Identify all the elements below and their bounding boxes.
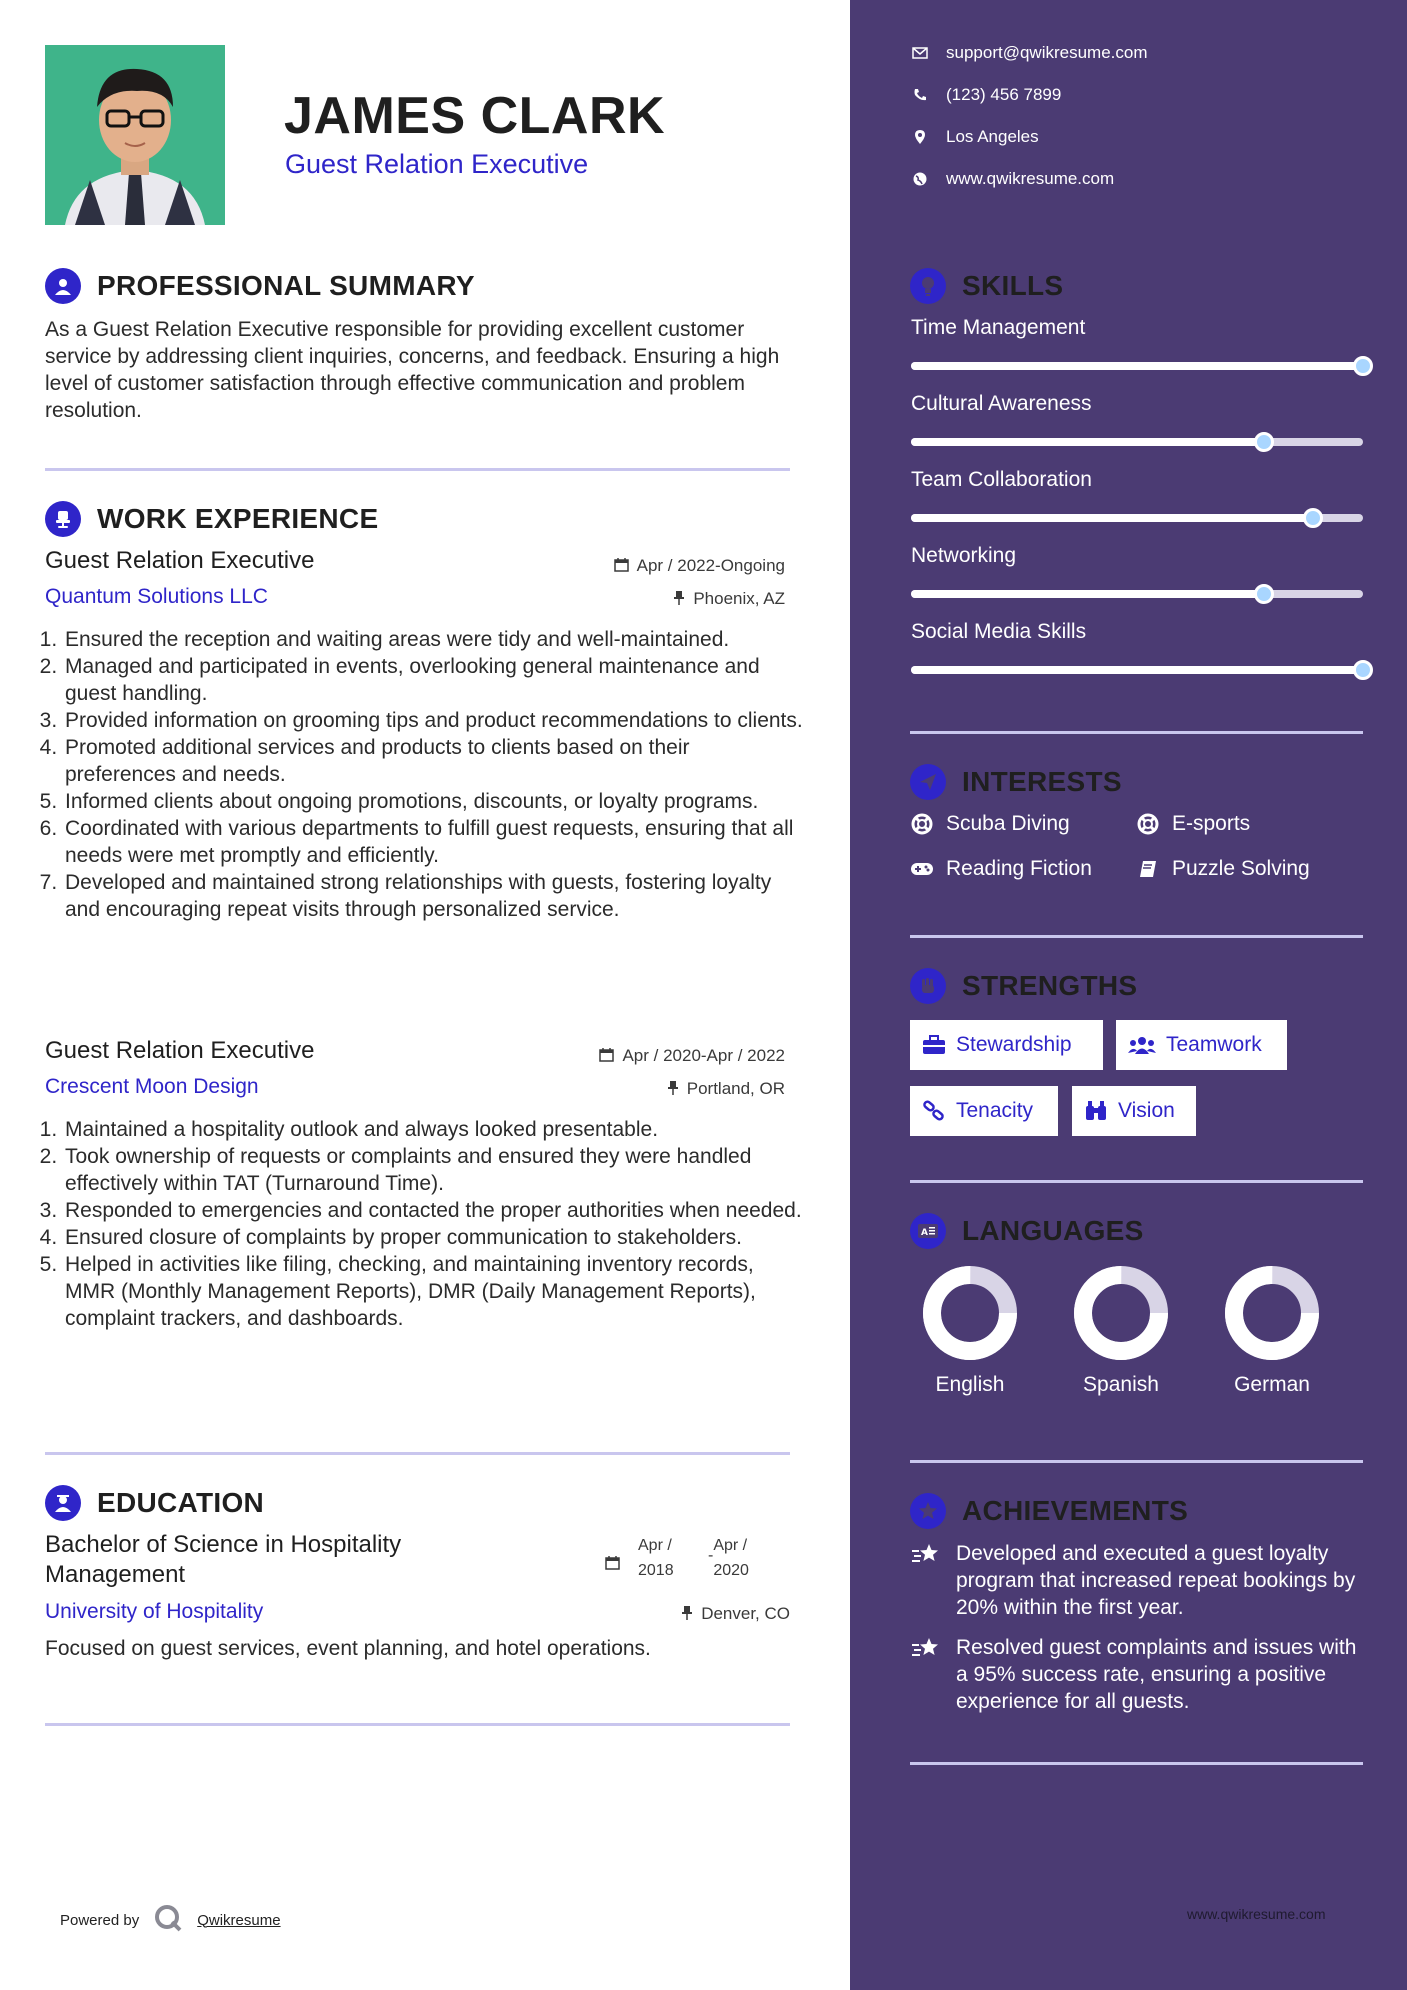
list-item: 1. Ensured the reception and waiting areas were tidy and well-maintained. [63,626,805,653]
pin-icon [667,1080,679,1099]
language-label: Spanish [1083,1373,1159,1396]
language-ring [1073,1265,1169,1361]
profile-photo [45,45,225,225]
lightbulb-icon [910,268,946,304]
education-end: Apr / 2020 [713,1537,749,1579]
book-icon [1136,859,1160,879]
calendar-icon [605,1553,620,1583]
education-location [681,1604,790,1624]
job-title: Guest Relation Executive [45,547,315,574]
contact-location-text: Los Angeles [946,127,1039,146]
achievement-item [910,1540,1370,1621]
strength-chip [910,1086,1058,1136]
list-item: 5. Helped in activities like filing, checking, and maintaining inventory records, MMR (Monthly Management Reports), DMR (Daily Management Reports), complaint trackers, and dashboards. [63,1251,805,1332]
strength-label: Vision [1118,1099,1175,1122]
paper-plane-icon [910,764,946,800]
achievement-item [910,1634,1370,1715]
fist-icon [910,968,946,1004]
shooting-star-icon [910,1636,944,1669]
shooting-star-icon [910,1542,944,1575]
skill-level-knob [1254,584,1274,604]
user-circle-icon [45,268,81,304]
list-item: 5. Informed clients about ongoing promotions, discounts, or loyalty programs. [63,788,805,815]
language-item [915,1265,1025,1397]
life-ring-icon [1136,813,1160,835]
divider [910,731,1363,734]
pin-icon [681,1605,693,1624]
interests-heading [910,764,1122,800]
job-location-text: Portland, OR [686,1079,785,1098]
skills-heading [910,268,1063,304]
job-dates [614,556,785,576]
skill-label: Cultural Awareness [911,392,1092,415]
school-name: University of Hospitality [45,1600,264,1623]
strength-label: Stewardship [956,1033,1072,1056]
skill-bar-fill [911,666,1363,674]
strengths-title: STRENGTHS [962,970,1138,1001]
language-ring [1224,1265,1320,1361]
divider [45,1723,790,1726]
skill-bar [911,514,1363,522]
degree: Bachelor of Science in Hospitality Management [45,1531,402,1588]
contact-phone-text: (123) 456 7899 [946,85,1062,104]
skill-label: Time Management [911,316,1086,339]
skill-bar [911,362,1363,370]
candidate-name: JAMES CLARK [284,87,666,145]
contact-phone[interactable] [910,85,1061,105]
summary-text: As a Guest Relation Executive responsible for providing excellent customer service by addressing client inquiries, concerns, and feedback. Ensuring a high level of customer satisfaction through effective communication and problem resolution. [45,318,780,422]
education-location-text: Denver, CO [701,1604,790,1623]
divider [910,1180,1363,1183]
calendar-icon [614,557,629,576]
powered-by-label: Powered by [60,1911,140,1929]
list-item: 2. Took ownership of requests or complaints and ensured they were handled effectively within TAT (Turnaround Time). [63,1143,805,1197]
job-dates-text: Apr / 2020-Apr / 2022 [622,1046,785,1065]
skill-bar [911,666,1363,674]
date-separator: - [708,1547,714,1564]
education-description: Focused on guest services, event planning, and hotel operations. [45,1637,651,1660]
experience-title: WORK EXPERIENCE [97,503,379,534]
contact-website-text: www.qwikresume.com [946,169,1115,188]
interests-title: INTERESTS [962,766,1122,797]
interest-label: Puzzle Solving [1172,857,1310,880]
company-name: Quantum Solutions LLC [45,585,268,608]
divider [45,1452,790,1455]
interest-item [910,812,1070,836]
language-label: English [935,1373,1005,1396]
list-item: 4. Ensured closure of complaints by proper communication to stakeholders. [63,1224,805,1251]
company-name: Crescent Moon Design [45,1075,259,1098]
education-title: EDUCATION [97,1487,265,1518]
link-icon [922,1100,946,1122]
achievements-heading [910,1493,1188,1529]
strength-chip [1116,1020,1287,1070]
office-chair-icon [45,501,81,537]
skill-bar-fill [911,514,1313,522]
education-heading [45,1485,264,1521]
star-badge-icon [910,1493,946,1529]
interest-item [1136,812,1250,836]
graduation-icon [45,1485,81,1521]
interest-label: Reading Fiction [946,857,1092,880]
divider [910,935,1363,938]
envelope-icon [910,47,930,59]
binoculars-icon [1084,1100,1108,1122]
briefcase-icon [922,1035,946,1055]
skill-label: Networking [911,544,1017,567]
strength-chip [1072,1086,1196,1136]
job-location-text: Phoenix, AZ [693,589,785,608]
phone-icon [910,88,930,102]
job-location [673,589,785,609]
skill-level-knob [1254,432,1274,452]
list-item: 3. Responded to emergencies and contacted the proper authorities when needed. [63,1197,805,1224]
education-dates [605,1533,765,1583]
skill-bar-fill [911,362,1363,370]
skill-bar-fill [911,438,1264,446]
calendar-icon [599,1047,614,1066]
skill-bar [911,438,1363,446]
languages-heading [910,1213,1144,1249]
job-duties [45,626,805,923]
translate-icon [910,1213,946,1249]
users-icon [1128,1035,1156,1055]
list-item: 6. Coordinated with various departments to fulfill guest requests, ensuring that all needs were met promptly and efficiently. [63,815,805,869]
pin-icon [673,590,685,609]
job-dates-text: Apr / 2022-Ongoing [636,556,785,575]
contact-website[interactable] [910,169,1114,189]
skill-bar [911,590,1363,598]
language-item [1066,1265,1176,1397]
strength-label: Teamwork [1166,1033,1262,1056]
qwikresume-logo-icon [153,1903,183,1937]
language-item [1217,1265,1327,1397]
contact-location [910,127,1039,147]
summary-title: PROFESSIONAL SUMMARY [97,270,475,301]
achievement-text: Developed and executed a guest loyalty program that increased repeat bookings by 20% within the first year. [956,1542,1356,1619]
footer-website[interactable]: www.qwikresume.com [1187,1906,1326,1922]
job-title: Guest Relation Executive [45,1037,315,1064]
list-item: 7. Developed and maintained strong relationships with guests, fostering loyalty and encouraging repeat visits through personalized service. [63,869,805,923]
contact-email-text: support@qwikresume.com [946,43,1148,62]
svg-text:A: A [921,1228,928,1238]
skill-level-knob [1353,356,1373,376]
skill-level-knob [1353,660,1373,680]
list-item: 1. Maintained a hospitality outlook and always looked presentable. [63,1116,805,1143]
education-start: Apr / 2018 [638,1537,674,1579]
list-item: 4. Promoted additional services and products to clients based on their preferences and needs. [63,734,805,788]
skill-label: Team Collaboration [911,468,1092,491]
language-label: German [1234,1373,1310,1396]
qwikresume-link[interactable]: Qwikresume [197,1911,281,1929]
powered-by [60,1903,281,1937]
skill-label: Social Media Skills [911,620,1087,643]
divider [910,1762,1363,1765]
experience-heading [45,501,378,537]
job-location [667,1079,785,1099]
interest-item [1136,857,1310,881]
language-ring [922,1265,1018,1361]
skills-title: SKILLS [962,270,1064,301]
list-item: 3. Provided information on grooming tips and product recommendations to clients. [63,707,805,734]
map-marker-icon [910,130,930,144]
life-ring-icon [910,813,934,835]
gamepad-icon [910,861,934,877]
interest-label: Scuba Diving [946,812,1070,835]
interest-item [910,857,1092,881]
job-dates [599,1046,785,1066]
divider [45,468,790,471]
list-item: 2. Managed and participated in events, overlooking general maintenance and guest handling. [63,653,805,707]
strength-label: Tenacity [956,1099,1034,1122]
interest-label: E-sports [1172,812,1251,835]
job-duties [45,1116,805,1332]
achievements-title: ACHIEVEMENTS [962,1495,1189,1526]
languages-title: LANGUAGES [962,1215,1144,1246]
contact-email[interactable] [910,43,1148,63]
summary-heading [45,268,475,304]
achievement-text: Resolved guest complaints and issues with a 95% success rate, ensuring a positive experience for all guests. [956,1636,1357,1713]
strength-chip [910,1020,1103,1070]
globe-icon [910,172,930,186]
strengths-heading [910,968,1137,1004]
skill-bar-fill [911,590,1264,598]
candidate-title: Guest Relation Executive [285,149,589,179]
divider [910,1460,1363,1463]
